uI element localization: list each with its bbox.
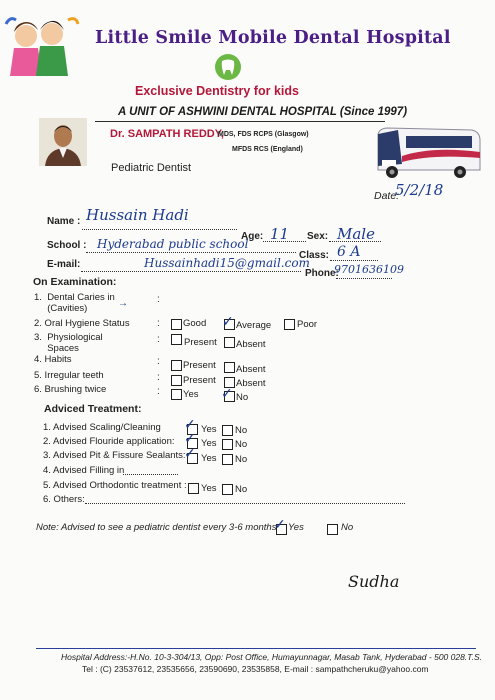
option-no-label: No <box>236 392 249 403</box>
doctor-photo <box>39 118 87 166</box>
checkbox-spaces-absent[interactable] <box>224 337 235 348</box>
advised-flouride: 2. Advised Flouride application: <box>43 436 175 447</box>
option-no-label: No <box>235 439 248 450</box>
exam-item-habits: 4. Habits <box>34 354 72 365</box>
checkmark-icon: ✓ <box>184 416 196 432</box>
option-yes-label: Yes <box>201 424 217 435</box>
option-present-label: Present <box>183 360 216 371</box>
option-yes-label: Yes <box>201 438 217 449</box>
kids-logo-icon <box>4 14 82 80</box>
age-label: Age: <box>241 231 264 242</box>
colon: : <box>157 372 160 383</box>
advised-orthodontic: 5. Advised Orthodontic treatment : <box>43 480 187 491</box>
checkmark-icon: ✓ <box>184 430 196 446</box>
examination-heading: On Examination: <box>33 276 117 288</box>
option-good-label: Good <box>183 318 207 329</box>
others-line <box>85 503 405 504</box>
tooth-logo-icon <box>213 52 243 82</box>
phone-line <box>336 278 392 279</box>
colon: : <box>157 356 160 367</box>
filling-line <box>123 474 178 475</box>
name-line <box>82 229 237 230</box>
colon: : <box>157 334 160 345</box>
exam-item-oral-hygiene: 2. Oral Hygiene Status <box>34 318 130 329</box>
email-line <box>81 271 301 272</box>
option-absent-label: Absent <box>236 364 266 375</box>
exam-item-irregular-teeth: 5. Irregular teeth <box>34 370 104 381</box>
advised-scaling: 1. Advised Scaling/Cleaning <box>43 422 161 433</box>
doctor-signature: Sudha <box>348 572 400 591</box>
arrow-icon: → <box>118 298 128 309</box>
advised-others: 6. Others: <box>43 494 85 505</box>
option-yes-label: Yes <box>183 389 199 400</box>
school-value: Hyderabad public school <box>97 237 249 251</box>
exam-item-brushing-twice: 6. Brushing twice <box>34 384 107 395</box>
option-present-label: Present <box>184 337 217 348</box>
class-value: 6 A <box>337 244 361 260</box>
age-value: 11 <box>270 225 290 243</box>
option-present-label: Present <box>183 375 216 386</box>
email-label: E-mail: <box>47 259 81 270</box>
sex-label: Sex: <box>307 231 329 242</box>
doctor-specialty: Pediatric Dentist <box>111 162 192 174</box>
option-yes-label: Yes <box>201 483 217 494</box>
option-no-label: No <box>235 484 248 495</box>
checkbox-ortho-no[interactable] <box>222 484 233 495</box>
checkbox-irregular-present[interactable] <box>171 375 182 386</box>
school-label: School : <box>47 240 87 251</box>
checkbox-flouride-no[interactable] <box>222 439 233 450</box>
checkbox-good[interactable] <box>171 319 182 330</box>
doctor-qualification-1: MDS, FDS RCPS (Glasgow) <box>218 131 309 138</box>
option-no-label: No <box>235 425 248 436</box>
email-value: Hussainhadi15@gmail.com <box>144 256 310 270</box>
advised-heading: Adviced Treatment: <box>44 403 142 415</box>
advised-filling: 4. Advised Filling in <box>43 465 125 476</box>
header-divider <box>95 121 385 122</box>
school-line <box>86 252 296 253</box>
hospital-contact: Tel : (C) 23537612, 23535656, 23590690, 23535858, E-mail : sampathcheruku@yahoo.com <box>82 664 429 674</box>
checkbox-ortho-yes[interactable] <box>188 483 199 494</box>
checkbox-habits-absent[interactable] <box>224 362 235 373</box>
option-poor-label: Poor <box>297 319 318 330</box>
name-value: Hussain Hadi <box>86 206 189 224</box>
class-line <box>330 260 378 261</box>
checkbox-habits-present[interactable] <box>171 360 182 371</box>
footer-divider <box>36 648 476 649</box>
mobile-clinic-bus-icon <box>372 124 484 184</box>
option-no-label: No <box>235 454 248 465</box>
followup-note: Note: Advised to see a pediatric dentist every 3-6 months <box>36 522 277 533</box>
colon: : <box>157 386 160 397</box>
checkbox-sealants-no[interactable] <box>222 454 233 465</box>
option-absent-label: Absent <box>236 378 266 389</box>
checkmark-icon: ✓ <box>274 516 286 532</box>
parent-unit: A UNIT OF ASHWINI DENTAL HOSPITAL (Since 1997) <box>118 106 408 118</box>
note-yes-label: Yes <box>288 522 304 533</box>
advised-sealants: 3. Advised Pit & Fissure Sealants: <box>43 450 186 461</box>
checkbox-note-no[interactable] <box>327 524 338 535</box>
note-no-label: No <box>341 522 354 533</box>
phone-value: 9701636109 <box>334 263 404 276</box>
hospital-address: Hospital Address:-H.No. 10-3-304/13, Opp: Post Office, Humayunnagar, Masab Tank, Hyderabad - 500 028.T.S. <box>61 652 482 662</box>
doctor-name: Dr. SAMPATH REDDY, <box>110 128 224 140</box>
colon: : <box>157 318 160 329</box>
checkbox-brushing-yes[interactable] <box>171 389 182 400</box>
doctor-qualification-2: MFDS RCS (England) <box>232 146 303 153</box>
option-average-label: Average <box>236 320 272 331</box>
phone-label: Phone: <box>305 268 339 279</box>
option-yes-label: Yes <box>201 453 217 464</box>
colon: : <box>157 294 160 305</box>
checkmark-icon: ✓ <box>222 313 234 329</box>
date-label: Date: <box>374 190 400 202</box>
tagline: Exclusive Dentistry for kids <box>135 84 299 98</box>
checkmark-icon: ✓ <box>184 445 196 461</box>
hospital-name: Little Smile Mobile Dental Hospital <box>95 28 451 48</box>
exam-item-physiological-spaces: 3. Physiological Spaces <box>34 332 103 354</box>
exam-item-dental-caries: 1. Dental Caries in (Cavities) <box>34 292 115 314</box>
date-value: 5/2/18 <box>395 181 444 199</box>
class-label: Class: <box>299 250 330 261</box>
checkmark-icon: ✓ <box>221 385 233 401</box>
sex-value: Male <box>337 225 375 243</box>
checkbox-scaling-no[interactable] <box>222 425 233 436</box>
option-absent-label: Absent <box>236 339 266 350</box>
name-label: Name : <box>47 216 81 227</box>
checkbox-poor[interactable] <box>284 319 295 330</box>
checkbox-spaces-present[interactable] <box>171 334 182 345</box>
